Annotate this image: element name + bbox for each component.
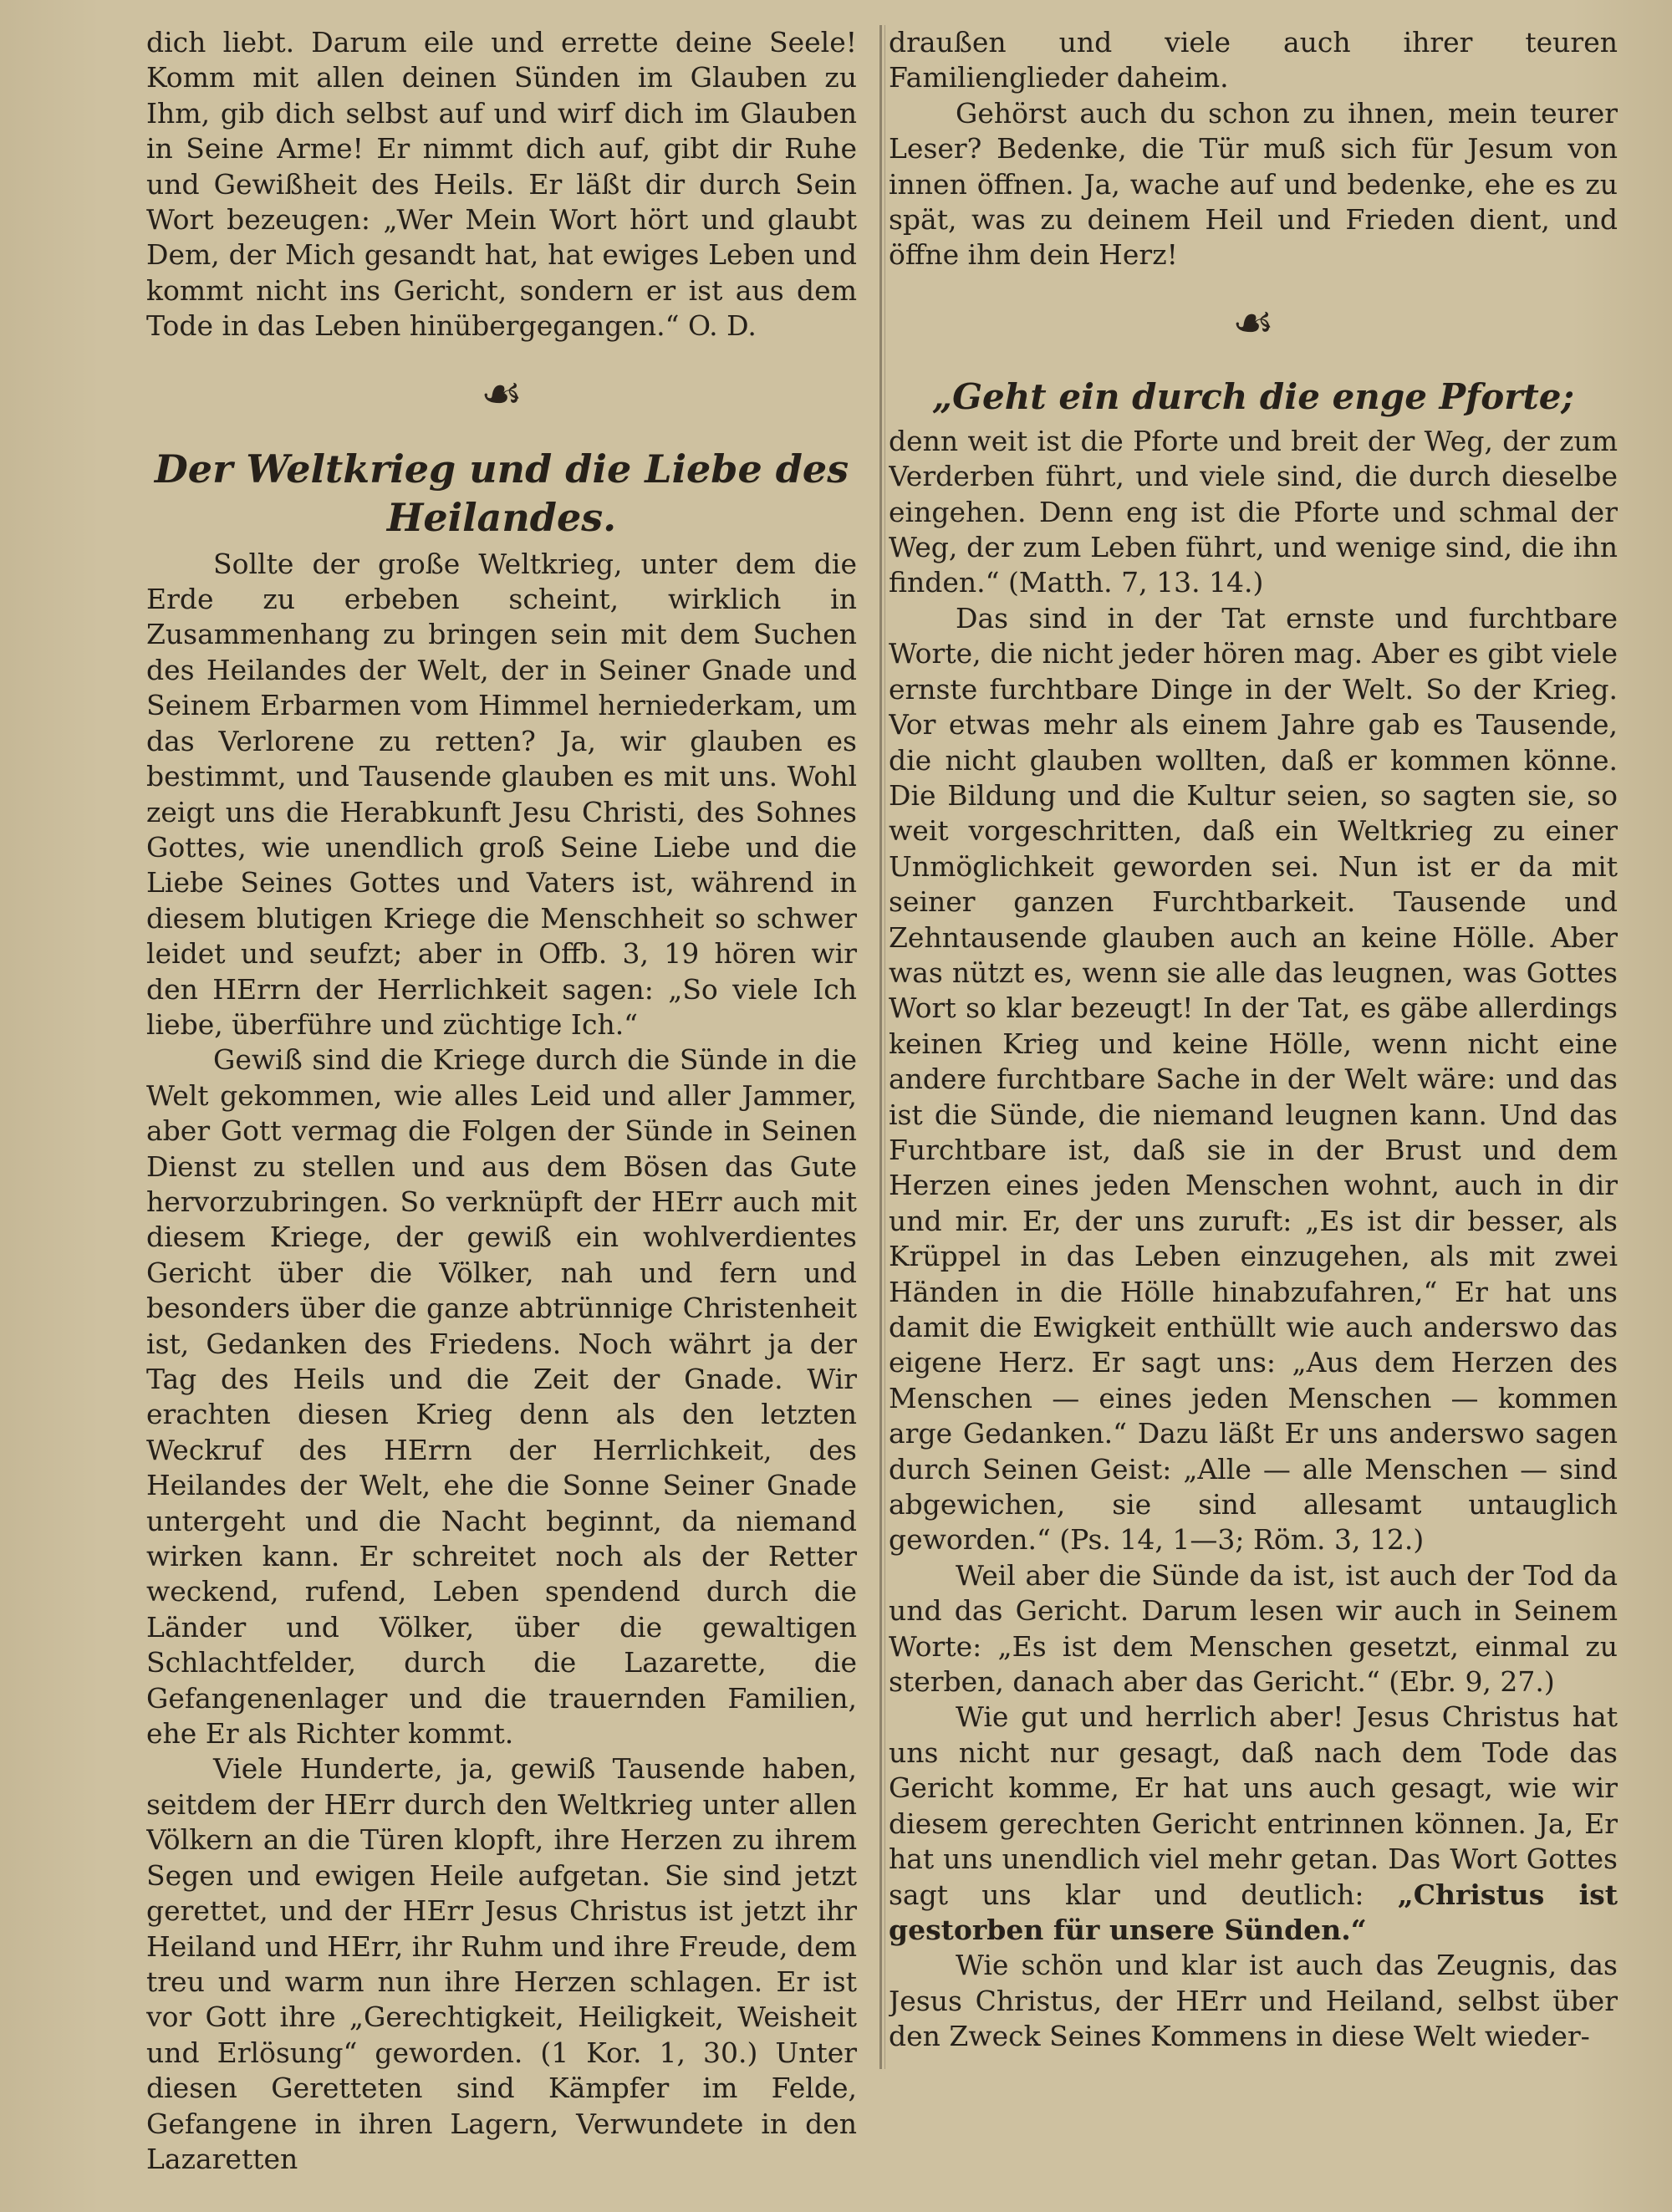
left-column bbox=[146, 25, 857, 2177]
article-paragraph: Wie schön und klar ist auch das Zeugnis, das Jesus Christus, der HErr und Heiland, selbst über den Zweck Seines Kommens in diese Welt wieder- bbox=[889, 1949, 1618, 2053]
article-paragraph: Sollte der große Weltkrieg, unter dem die Erde zu erbeben scheint, wirklich in Zusammenhang zu bringen sein mit dem Suchen des Heilandes der Welt, der in Seiner Gnade und Seinem Erbarmen vom Himmel herniederkam, um das Verlorene zu retten? Ja, wir glauben es bestimmt, und Tausende glauben es mit uns. Wohl zeigt uns die Herabkunft Jesu Christi, des Sohnes Gottes, wie unendlich groß Seine Liebe und die Liebe Seines Gottes und Vaters ist, während in diesem blutigen Kriege die Menschheit so schwer leidet und seufzt; aber in Offb. 3, 19 hören wir den HErrn der Herrlichkeit sagen: „So viele Ich liebe, überführe und züchtige Ich.“ bbox=[146, 547, 857, 1041]
article-paragraph bbox=[889, 1700, 1618, 1948]
right-column bbox=[889, 25, 1618, 2055]
paragraph-text: Wie gut und herrlich aber! Jesus Christus hat uns nicht nur gesagt, daß nach dem Tode das Gericht komme, Er hat uns auch gesagt, wie wir diesem gerechten Gericht entrinnen können. Ja, Er hat uns unendlich viel mehr getan. Das Wort Gottes sagt uns klar und deutlich: bbox=[889, 1700, 1618, 1911]
section-ornament-icon: ☙ bbox=[480, 366, 523, 421]
scripture-quote: denn weit ist die Pforte und breit der Weg, der zum Verderben führt, und viele sind, die durch dieselbe eingehen. Denn eng ist die Pforte und schmal der Weg, der zum Leben führt, und wenige sind, die ihn finden.“ (Matth. 7, 13. 14.) bbox=[889, 424, 1618, 599]
article-heading: „Geht ein durch die enge Pforte; bbox=[932, 375, 1574, 417]
article-paragraph: Weil aber die Sünde da ist, ist auch der Tod da und das Gericht. Darum lesen wir auch in Seinem Worte: „Es ist dem Menschen gesetzt, einmal zu sterben, danach aber das Gericht.“ (Ebr. 9, 27.) bbox=[889, 1558, 1618, 1699]
article-paragraph: Viele Hunderte, ja, gewiß Tausende haben, seitdem der HErr durch den Weltkrieg unter allen Völkern an die Türen klopft, ihre Herzen zu ihrem Segen und ewigen Heile aufgetan. Sie sind jetzt gerettet, und der HErr Jesus Christus ist jetzt ihr Heiland und HErr, ihr Ruhm und ihre Freude, dem treu und warm nun ihre Herzen schlagen. Er ist vor Gott ihre „Gerechtigkeit, Heiligkeit, Weisheit und Erlösung“ geworden. (1 Kor. 1, 30.) Unter diesen Geretteten sind Kämpfer im Felde, Gefangene in ihren Lagern, Verwundete in den Lazaretten bbox=[146, 1752, 857, 2175]
section-ornament-icon: ☙ bbox=[1231, 295, 1275, 350]
article-paragraph: Gewiß sind die Kriege durch die Sünde in die Welt gekommen, wie alles Leid und aller Jammer, aber Gott vermag die Folgen der Sünde in Seinen Dienst zu stellen und aus dem Bösen das Gute hervorzubringen. So verknüpft der HErr auch mit diesem Kriege, der gewiß ein wohlverdientes Gericht über die Völker, nah und fern und besonders über die ganze abtrünnige Christenheit ist, Gedanken des Friedens. Noch währt ja der Tag des Heils und die Zeit der Gnade. Wir erachten diesen Krieg denn als den letzten Weckruf des HErrn der Herrlichkeit, des Heilandes der Welt, ehe die Sonne Seiner Gnade untergeht und die Nacht beginnt, da niemand wirken kann. Er schreitet noch als der Retter weckend, rufend, Leben spendend durch die Länder und Völker, über die gewaltigen Schlachtfelder, durch die Lazarette, die Gefangenenlager und die trauernden Familien, ehe Er als Richter kommt. bbox=[146, 1043, 857, 1751]
continuation-paragraph: dich liebt. Darum eile und errette deine Seele! Komm mit allen deinen Sünden im Glauben zu Ihm, gib dich selbst auf und wirf dich im Glauben in Seine Arme! Er nimmt dich auf, gibt dir Ruhe und Gewißheit des Heils. Er läßt dir durch Sein Wort bezeugen: „Wer Mein Wort hört und glaubt Dem, der Mich gesandt hat, hat ewiges Leben und kommt nicht ins Gericht, sondern er ist aus dem Tode in das Leben hinübergegangen.“ O. D. bbox=[146, 26, 857, 343]
column-divider bbox=[879, 25, 882, 2069]
emphasized-quote: „Christus ist gestorben für unsere Sünden.“ bbox=[889, 1878, 1618, 1946]
article-heading: Der Weltkrieg und die Liebe des Heilandes. bbox=[154, 446, 849, 540]
continuation-paragraph: draußen und viele auch ihrer teuren Familienglieder daheim. bbox=[889, 26, 1618, 94]
article-paragraph: Das sind in der Tat ernste und furchtbare Worte, die nicht jeder hören mag. Aber es gibt viele ernste furchtbare Dinge in der Welt. So der Krieg. Vor etwas mehr als einem Jahre gab es Tausende, die nicht glauben wollten, daß er kommen könne. Die Bildung und die Kultur seien, so sagten sie, so weit vorgeschritten, daß ein Weltkrieg zu einer Unmöglichkeit geworden sei. Nun ist er da mit seiner ganzen Furchtbarkeit. Tausende und Zehntausende glauben auch an keine Hölle. Aber was nützt es, wenn sie alle das leugnen, was Gottes Wort so klar bezeugt! In der Tat, es gäbe allerdings keinen Krieg und keine Hölle, wenn nicht eine andere furchtbare Sache in der Welt wäre: und das ist die Sünde, die niemand leugnen kann. Und das Furchtbare ist, daß sie in der Brust und dem Herzen eines jeden Menschen wohnt, auch in dir und mir. Er, der uns zuruft: „Es ist dir besser, als Krüppel in das Leben einzugehen, als mit zwei Händen in die Hölle hinabzufahren,“ Er hat uns damit die Ewigkeit enthüllt wie auch anderswo das eigene Herz. Er sagt uns: „Aus dem Herzen des Menschen — eines jeden Menschen — kommen arge Gedanken.“ Dazu läßt Er uns anderswo sagen durch Seinen Geist: „Alle — alle Menschen — sind abgewichen, sie sind allesamt untauglich geworden.“ (Ps. 14, 1—3; Röm. 3, 12.) bbox=[889, 601, 1618, 1557]
column-divider-thin bbox=[884, 25, 885, 2069]
article-paragraph: Gehörst auch du schon zu ihnen, mein teurer Leser? Bedenke, die Tür muß sich für Jesum von innen öffnen. Ja, wache auf und bedenke, ehe es zu spät, was zu deinem Heil und Frieden dient, und öffne ihm dein Herz! bbox=[889, 96, 1618, 272]
